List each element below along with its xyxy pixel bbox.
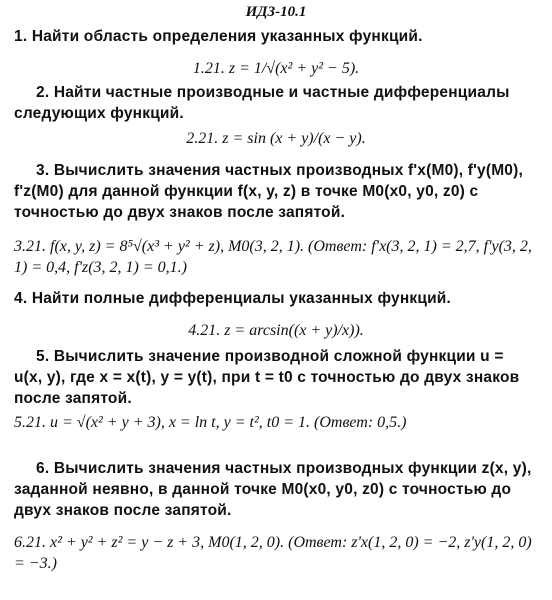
task-5-formula: 5.21. u = √(x² + y + 3), x = ln t, y = t², t0 = 1. (Ответ: 0,5.) (14, 414, 407, 431)
task-5-number: 5. (36, 348, 50, 365)
task-4-formula: 4.21. z = arcsin((x + y)/x)). (188, 322, 364, 339)
task-6-number: 6. (36, 460, 50, 477)
task-3-number: 3. (36, 162, 50, 179)
task-6-formula: 6.21. x² + y² + z² = y − z + 3, M0(1, 2, 0). (Ответ: z'x(1, 2, 0) = −2, z'y(1, 2, 0) = −3.) (14, 534, 532, 572)
task-3 (14, 160, 534, 223)
task-2-text: Найти частные производные и частные дифференциалы следующих функций. (14, 84, 510, 122)
task-2-number: 2. (36, 84, 50, 101)
task-1 (14, 26, 534, 47)
task-1-formula: 1.21. z = 1/√(x² + y² − 5). (192, 60, 360, 77)
task-3-formula: 3.21. f(x, y, z) = 8⁵√(x³ + y² + z), M0(3, 2, 1). (Ответ: f'x(3, 2, 1) = 2,7, f'y(3, 2, 1) = 0,4, f'z(3, 2, 1) = 0,1.) (14, 238, 532, 276)
task-2 (14, 82, 534, 124)
task-3-text: Вычислить значения частных производных f'x(M0), f'y(M0), f'z(M0) для данной функции f(x, y, z) в точке M0(x0, y0, z0) с точностью до двух знаков после запятой. (14, 162, 523, 221)
document-title: ИДЗ-10.1 (245, 4, 307, 20)
task-6-text: Вычислить значения частных производных функции z(x, y), заданной неявно, в данной точке M0(x0, y0, z0) с точностью до двух знаков после запятой. (14, 460, 532, 519)
task-4 (14, 288, 534, 309)
task-1-text: Найти область определения указанных функций. (31, 28, 423, 45)
task-5 (14, 346, 534, 409)
task-6 (14, 458, 534, 521)
task-4-text: Найти полные дифференциалы указанных функций. (31, 290, 452, 307)
task-2-formula: 2.21. z = sin (x + y)/(x − y). (186, 130, 366, 147)
task-5-text: Вычислить значение производной сложной функции u = u(x, y), где x = x(t), y = y(t), при t = t0 с точностью до двух знаков после запятой. (14, 348, 520, 407)
task-1-number: 1. (14, 28, 28, 45)
task-4-number: 4. (14, 290, 28, 307)
